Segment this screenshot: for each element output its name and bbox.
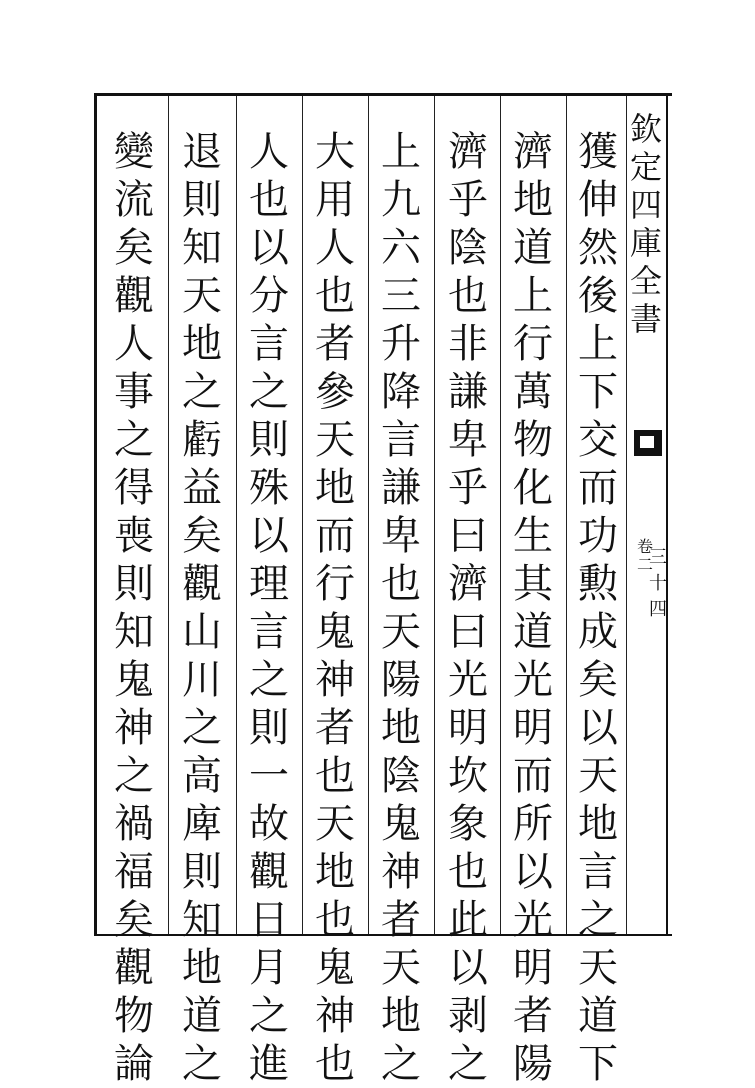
character: 矣 [182, 513, 222, 559]
character: 此 [448, 897, 488, 943]
character: 天 [381, 609, 421, 655]
character: 矣 [114, 897, 154, 943]
character: 陽 [513, 1041, 553, 1087]
character: 地 [182, 321, 222, 367]
character: 鬼 [315, 609, 355, 655]
character: 全 [629, 262, 662, 300]
character: 也 [448, 273, 488, 319]
character: 明 [448, 705, 488, 751]
text-column-5 [307, 128, 363, 1087]
character: 大 [315, 129, 355, 175]
margin-page-mark [650, 545, 666, 623]
character: 成 [578, 609, 618, 655]
character: 則 [114, 561, 154, 607]
character: 四 [649, 599, 667, 620]
character: 卑 [448, 417, 488, 463]
character: 矣 [578, 657, 618, 703]
text-column-3 [440, 128, 496, 1087]
character: 獲 [578, 129, 618, 175]
character: 者 [381, 897, 421, 943]
character: 之 [578, 897, 618, 943]
character: 神 [315, 993, 355, 1039]
character: 者 [315, 321, 355, 367]
character: 以 [513, 849, 553, 895]
character: 非 [448, 321, 488, 367]
character: 之 [381, 1041, 421, 1087]
character: 神 [315, 657, 355, 703]
character: 地 [513, 177, 553, 223]
character: 庳 [182, 801, 222, 847]
character: 觀 [114, 945, 154, 991]
character: 鬼 [315, 945, 355, 991]
margin-title [626, 110, 666, 338]
character: 川 [182, 657, 222, 703]
character: 也 [381, 561, 421, 607]
character: 用 [315, 177, 355, 223]
character: 觀 [182, 561, 222, 607]
character: 庫 [629, 224, 662, 262]
fish-tail-mark-icon [634, 430, 662, 456]
margin-column [626, 100, 666, 930]
character: 也 [249, 177, 289, 223]
character: 欽 [629, 110, 662, 148]
character: 陰 [381, 753, 421, 799]
text-column-2 [505, 128, 561, 1087]
character: 殊 [249, 465, 289, 511]
character: 升 [381, 321, 421, 367]
character: 而 [513, 753, 553, 799]
character: 地 [578, 801, 618, 847]
character: 也 [315, 273, 355, 319]
character: 其 [513, 561, 553, 607]
character: 光 [513, 657, 553, 703]
character: 觀 [249, 849, 289, 895]
character: 之 [249, 369, 289, 415]
character: 人 [114, 321, 154, 367]
character: 六 [381, 225, 421, 271]
character: 也 [315, 897, 355, 943]
character: 之 [249, 657, 289, 703]
character: 而 [578, 465, 618, 511]
character: 明 [513, 945, 553, 991]
character: 天 [315, 417, 355, 463]
character: 故 [249, 801, 289, 847]
character: 物 [513, 417, 553, 463]
character: 行 [513, 321, 553, 367]
character: 之 [182, 1041, 222, 1087]
column-rule [168, 96, 169, 934]
character: 觀 [114, 273, 154, 319]
character: 矣 [114, 225, 154, 271]
character: 曰 [448, 609, 488, 655]
character: 則 [249, 705, 289, 751]
character: 光 [513, 897, 553, 943]
character: 然 [578, 225, 618, 271]
character: 之 [182, 369, 222, 415]
character: 分 [249, 273, 289, 319]
character: 陰 [448, 225, 488, 271]
character: 書 [629, 300, 662, 338]
character: 上 [513, 273, 553, 319]
character: 之 [249, 993, 289, 1039]
character: 謙 [448, 369, 488, 415]
character: 地 [381, 993, 421, 1039]
character: 以 [249, 513, 289, 559]
character: 明 [513, 705, 553, 751]
character: 萬 [513, 369, 553, 415]
outer-border-right [666, 93, 672, 936]
character: 道 [513, 225, 553, 271]
character: 交 [578, 417, 618, 463]
character: 化 [513, 465, 553, 511]
character: 四 [629, 186, 662, 224]
text-column-1 [570, 128, 626, 1087]
character: 三 [649, 547, 667, 568]
column-rule [368, 96, 369, 934]
character: 伸 [578, 177, 618, 223]
character: 以 [448, 945, 488, 991]
text-column-4 [373, 128, 429, 1087]
character: 虧 [182, 417, 222, 463]
character: 下 [578, 369, 618, 415]
character: 之 [448, 1041, 488, 1087]
character: 天 [578, 753, 618, 799]
character: 象 [448, 801, 488, 847]
character: 卷 [636, 537, 653, 556]
character: 事 [114, 369, 154, 415]
character: 地 [182, 945, 222, 991]
character: 乎 [448, 465, 488, 511]
character: 行 [315, 561, 355, 607]
character: 也 [315, 1041, 355, 1087]
character: 而 [315, 513, 355, 559]
character: 定 [629, 148, 662, 186]
character: 知 [114, 609, 154, 655]
character: 物 [114, 993, 154, 1039]
character: 則 [182, 849, 222, 895]
character: 言 [249, 609, 289, 655]
character: 道 [513, 609, 553, 655]
character: 三 [381, 273, 421, 319]
character: 謙 [381, 465, 421, 511]
character: 則 [182, 177, 222, 223]
character: 陽 [381, 657, 421, 703]
character: 道 [578, 993, 618, 1039]
character: 所 [513, 801, 553, 847]
character: 知 [182, 225, 222, 271]
character: 之 [114, 417, 154, 463]
character: 光 [448, 657, 488, 703]
character: 高 [182, 753, 222, 799]
character: 山 [182, 609, 222, 655]
text-column-6 [241, 128, 297, 1087]
character: 乎 [448, 177, 488, 223]
character: 之 [182, 705, 222, 751]
character: 功 [578, 513, 618, 559]
column-rule [236, 96, 237, 934]
character: 變 [114, 129, 154, 175]
character: 進 [249, 1041, 289, 1087]
character: 者 [513, 993, 553, 1039]
column-rule [500, 96, 501, 934]
character: 禍 [114, 801, 154, 847]
character: 言 [578, 849, 618, 895]
character: 降 [381, 369, 421, 415]
column-rule [566, 96, 567, 934]
character: 論 [114, 1041, 154, 1087]
character: 福 [114, 849, 154, 895]
character: 知 [182, 897, 222, 943]
character: 人 [249, 129, 289, 175]
character: 生 [513, 513, 553, 559]
column-rule [434, 96, 435, 934]
text-column-7 [174, 128, 230, 1087]
character: 喪 [114, 513, 154, 559]
character: 則 [249, 417, 289, 463]
character: 地 [315, 465, 355, 511]
character: 下 [578, 1041, 618, 1087]
character: 天 [578, 945, 618, 991]
character: 言 [381, 417, 421, 463]
character: 天 [315, 801, 355, 847]
character: 天 [182, 273, 222, 319]
character: 以 [578, 705, 618, 751]
character: 言 [249, 321, 289, 367]
character: 理 [249, 561, 289, 607]
column-rule [302, 96, 303, 934]
character: 天 [381, 945, 421, 991]
character: 之 [114, 753, 154, 799]
character: 二 [636, 555, 653, 574]
character: 神 [381, 849, 421, 895]
character: 地 [315, 849, 355, 895]
character: 後 [578, 273, 618, 319]
character: 日 [249, 897, 289, 943]
character: 神 [114, 705, 154, 751]
character: 卑 [381, 513, 421, 559]
character: 十 [649, 573, 667, 594]
character: 地 [381, 705, 421, 751]
character: 一 [249, 753, 289, 799]
character: 曰 [448, 513, 488, 559]
character: 參 [315, 369, 355, 415]
character: 勲 [578, 561, 618, 607]
text-column-8 [106, 128, 162, 1087]
character: 道 [182, 993, 222, 1039]
character: 也 [448, 849, 488, 895]
character: 以 [249, 225, 289, 271]
character: 九 [381, 177, 421, 223]
character: 益 [182, 465, 222, 511]
character: 流 [114, 177, 154, 223]
character: 退 [182, 129, 222, 175]
character: 鬼 [114, 657, 154, 703]
character: 月 [249, 945, 289, 991]
character: 濟 [448, 561, 488, 607]
character: 鬼 [381, 801, 421, 847]
character: 者 [315, 705, 355, 751]
character: 坎 [448, 753, 488, 799]
character: 上 [578, 321, 618, 367]
character: 上 [381, 129, 421, 175]
character: 人 [315, 225, 355, 271]
character: 得 [114, 465, 154, 511]
character: 濟 [448, 129, 488, 175]
character: 剥 [448, 993, 488, 1039]
character: 濟 [513, 129, 553, 175]
character: 也 [315, 753, 355, 799]
